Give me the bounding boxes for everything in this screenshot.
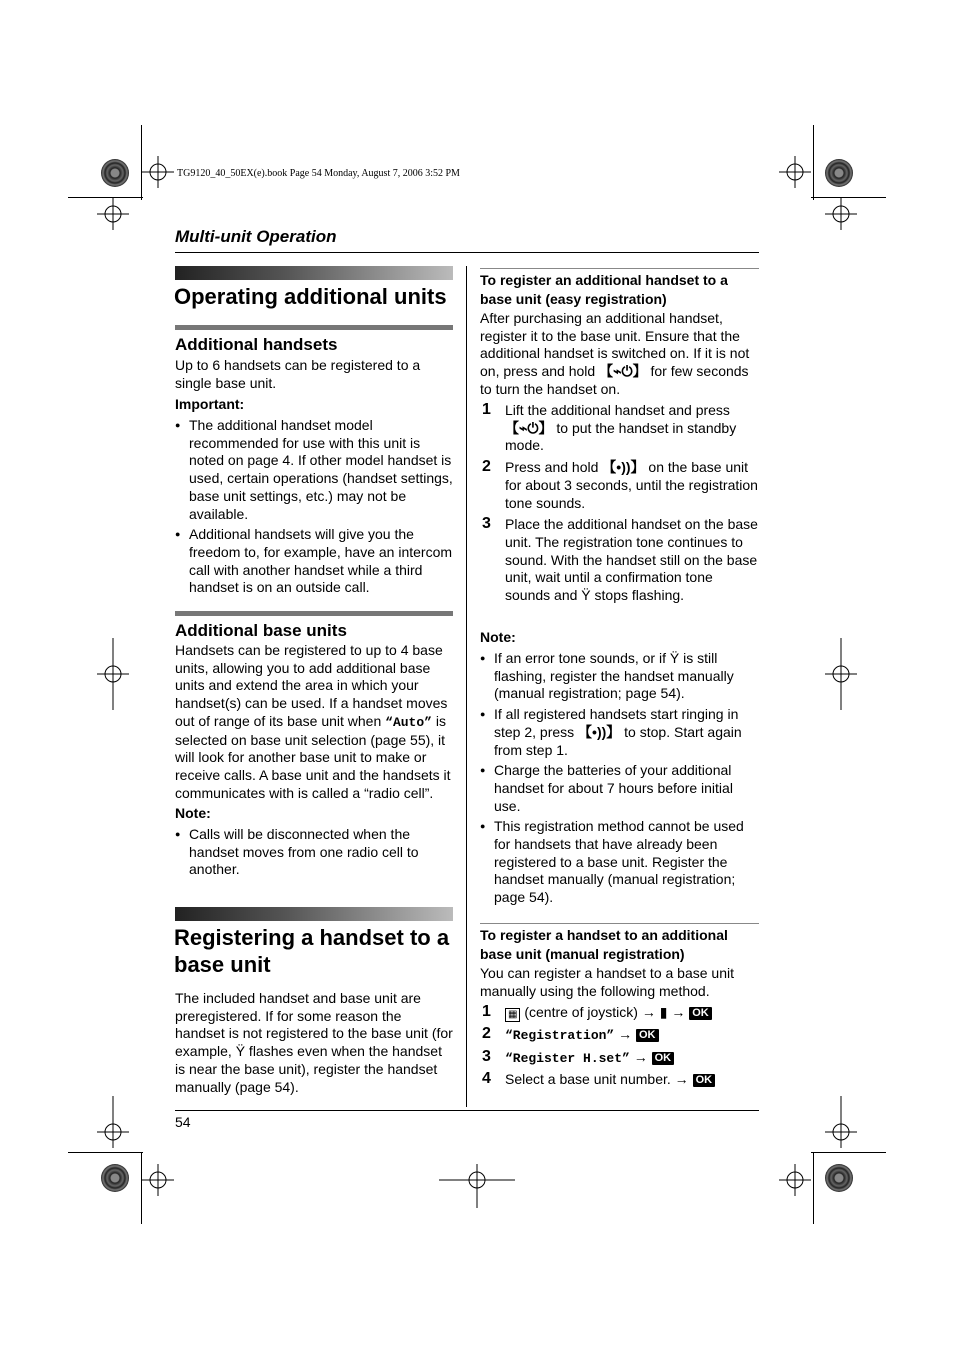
arrow-icon: → (671, 1004, 686, 1020)
list-item: ● The additional handset model recommended for use with this unit is noted on page 4. If other model handset is used, certain operations (handset settings, base unit settings, etc.) may not be available. (175, 417, 456, 523)
subsection-title-base-units: Additional base units (175, 621, 347, 640)
chapter-title: Multi-unit Operation (175, 227, 337, 246)
ok-key-icon: OK (693, 1074, 716, 1087)
step-number: 1 (482, 1003, 491, 1020)
step (480, 1026, 759, 1045)
step (480, 1049, 759, 1068)
step-text: Lift the additional handset and press (505, 402, 730, 418)
list-item: ● Charge the batteries of your additional handset for about 7 hours before initial use. (480, 762, 759, 815)
locator-key-icon: 【•))】 (578, 723, 621, 740)
crop-mark (813, 1152, 814, 1224)
subsection-bar (175, 611, 453, 616)
column-divider (466, 266, 467, 1107)
step-text: Press and hold (505, 459, 603, 476)
step-text: (centre of joystick) (524, 1004, 638, 1020)
section-title-operating: Operating additional units (174, 284, 447, 309)
easy-steps (480, 402, 759, 609)
step-number: 3 (482, 515, 491, 533)
registration-target-icon (101, 159, 129, 187)
registration-target-icon (825, 1164, 853, 1192)
manual-registration-title: To register a handset to an additional base unit (manual registration) (480, 927, 728, 962)
step (480, 1004, 759, 1022)
list-item: ● This registration method cannot be used for handsets that have already been registered to a base unit. Register the handset manually (manual registration; page 54). (480, 818, 759, 907)
base-units-text-a: Handsets can be registered to up to 4 base units, allowing you to add additional base units and extend the area in which your handset(s) can be used. If a handset moves out of range of its base unit when (175, 642, 448, 729)
manual-rule (480, 923, 759, 924)
crop-mark (811, 1152, 886, 1153)
registration-target-icon (101, 1164, 129, 1192)
list-item: ● If all registered handsets start ringing in step 2, press 【•))】 to stop. Start again from step 1. (480, 706, 759, 759)
locator-key-icon: 【•))】 (602, 459, 645, 476)
power-key-icon: 【⌁⏻】 (599, 363, 647, 380)
auto-setting: “Auto” (385, 714, 432, 730)
crop-mark (68, 197, 143, 198)
handset-icon: ▮ (659, 1004, 668, 1020)
step-text: stops flashing. (590, 587, 685, 604)
antenna-icon: Ÿ (669, 650, 680, 666)
crop-mark (813, 125, 814, 200)
header-rule (175, 252, 759, 253)
crop-mark (141, 125, 142, 200)
menu-option: “Register H.set” (505, 1050, 630, 1066)
step-number: 3 (482, 1047, 491, 1065)
easy-intro-b: for few seconds to turn the handset on. (480, 363, 749, 397)
step-text: to put the handset in standby mode. (505, 419, 737, 454)
arrow-icon: → (618, 1026, 633, 1042)
ok-key-icon: OK (689, 1007, 712, 1020)
menu-option: “Registration” (505, 1028, 615, 1043)
registering-text-b: flashes even when the handset is near the base unit), register the handset manually (page 54). (175, 1043, 442, 1095)
page-number: 54 (175, 1114, 191, 1130)
arrow-icon: → (674, 1071, 689, 1088)
step-text: Select a base unit number. (505, 1071, 671, 1088)
footer-rule (175, 1110, 759, 1111)
ok-key-icon: OK (636, 1029, 659, 1042)
base-units-text-b: is selected on base unit selection (page 55), it will look for another base unit to make or receive calls. A base unit and the handsets it communicates with is called a “radio cell”. (175, 712, 451, 801)
subsection-title-handsets: Additional handsets (175, 335, 338, 354)
manual-intro: You can register a handset to a base unit manually using the following method. (480, 965, 734, 999)
manual-steps (480, 1004, 759, 1093)
easy-registration-title: To register an additional handset to a base unit (easy registration) (480, 272, 728, 307)
antenna-icon: Ÿ (581, 587, 591, 604)
antenna-icon: Ÿ (235, 1043, 246, 1060)
step-number: 2 (482, 458, 491, 476)
power-key-icon: 【⌁⏻】 (505, 419, 553, 436)
step (480, 516, 759, 605)
base-units-paragraph (175, 642, 453, 802)
section-bar (175, 907, 453, 921)
section-title-registering: Registering a handset to a base unit (174, 925, 450, 977)
handsets-intro: Up to 6 handsets can be registered to a single base unit. (175, 357, 421, 391)
step (480, 459, 759, 512)
list-item: ● Calls will be disconnected when the handset moves from one radio cell to another. (175, 826, 440, 879)
important-list (175, 417, 456, 600)
step-text: on the base unit for about 3 seconds, until the registration tone sounds. (505, 459, 758, 511)
list-item: ● Additional handsets will give you the freedom to, for example, have an intercom call with another handset while a third handset is on an outside call. (175, 526, 456, 597)
crop-mark (811, 197, 886, 198)
crop-mark (141, 1152, 142, 1224)
easy-intro (480, 310, 759, 399)
book-file-line: TG9120_40_50EX(e).book Page 54 Monday, August 7, 2006 3:52 PM (177, 168, 460, 179)
note-list (175, 826, 440, 882)
easy-intro-a: After purchasing an additional handset, register it to the base unit. Ensure that the additional handset is switched on. If it is not on, press and hold (480, 310, 750, 380)
arrow-icon: → (633, 1048, 648, 1065)
ok-key-icon: OK (652, 1052, 675, 1065)
step-text: Place the additional handset on the base unit. The registration tone continues to sound. With the handset still on the base unit, wait until a confirmation tone sounds and (505, 516, 758, 604)
subsection-bar (175, 325, 453, 330)
list-item: ● If an error tone sounds, or if Ÿ is still flashing, register the handset manually (manual registration; page 54). (480, 650, 759, 703)
section-bar (175, 266, 453, 280)
easy-rule (480, 268, 759, 269)
step-number: 4 (482, 1070, 491, 1088)
note-label: Note: (480, 629, 516, 645)
step-number: 1 (482, 401, 491, 418)
registering-paragraph (175, 990, 453, 1096)
crop-mark (68, 1152, 143, 1153)
easy-notes (480, 650, 759, 910)
step (480, 1071, 759, 1089)
step (480, 402, 759, 455)
registering-text-a: The included handset and base unit are preregistered. If for some reason the handset is not registered to the base unit (for example, (175, 990, 453, 1060)
step-number: 2 (482, 1025, 491, 1042)
note-label: Note: (175, 805, 211, 821)
registration-target-icon (825, 159, 853, 187)
important-label: Important: (175, 396, 245, 412)
arrow-icon: → (641, 1004, 656, 1020)
menu-icon: ▦ (505, 1008, 520, 1022)
